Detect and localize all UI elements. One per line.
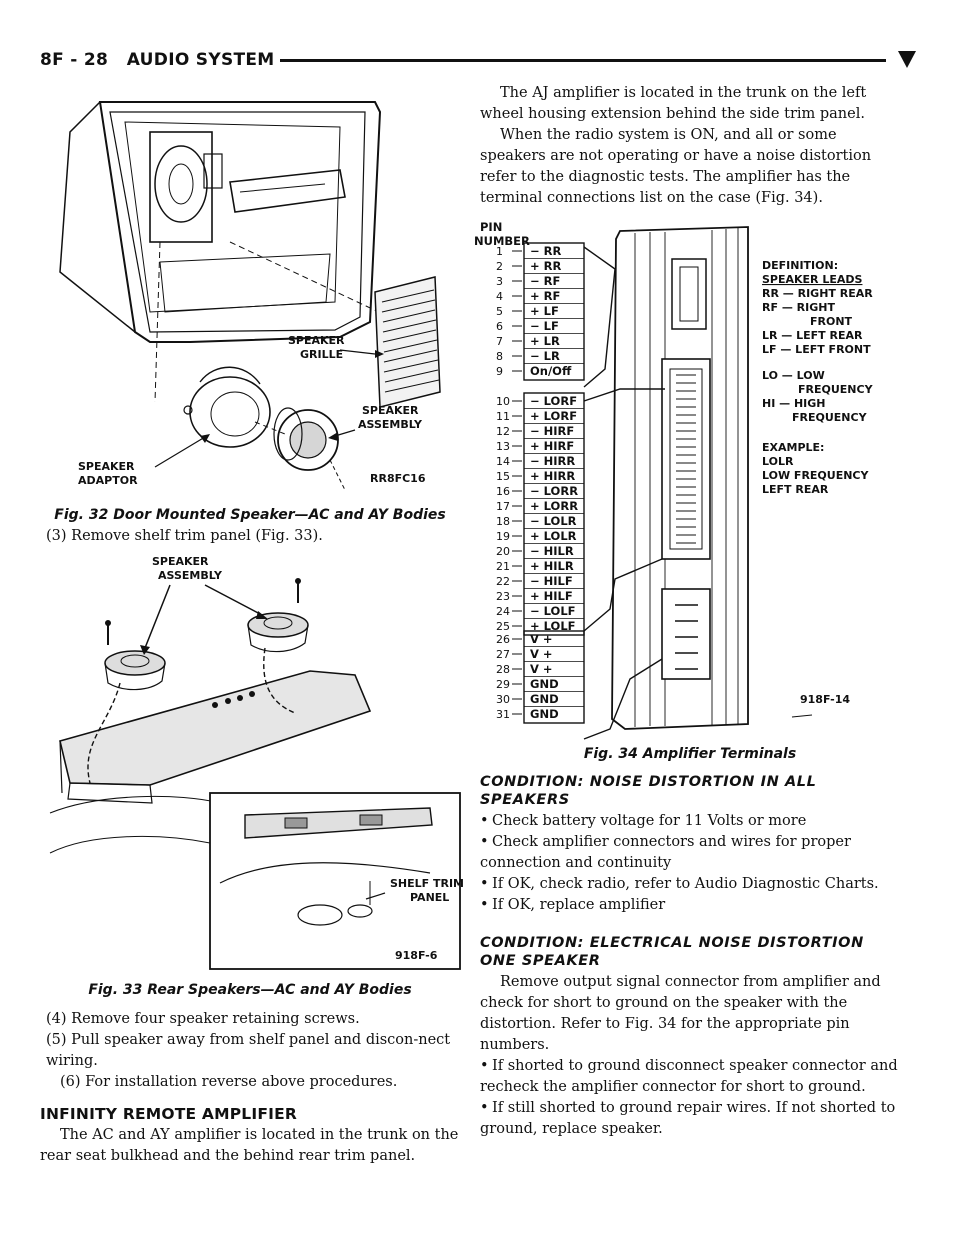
infinity-text: The AC and AY amplifier is located in the trunk on the rear seat bulkhead and the behind rear trim panel. [40, 1127, 459, 1164]
bullet-icon: • [480, 876, 489, 892]
pin-definition: + LORF [530, 409, 578, 423]
def-line-front: FRONT [810, 315, 853, 328]
pin-definition: − LF [530, 319, 559, 333]
pin-definition: On/Off [530, 364, 572, 378]
assembly33-label-1: SPEAKER [152, 555, 209, 568]
triangle-marker-icon [896, 48, 918, 70]
aj-amplifier-text: The AJ amplifier is located in the trunk on the left wheel housing extension behind the side trim panel. [480, 85, 867, 122]
bullet-icon: • [480, 834, 489, 850]
cond2-text: Remove output signal connector from amplifier and check for short to ground on the speaker with the distortion. Refer to Fig. 34 for the appropriate pin numbers. [480, 974, 881, 1053]
step-4: (4) Remove four speaker retaining screws. [46, 1011, 360, 1027]
pin-number: 31 [496, 708, 510, 721]
right-column [474, 83, 900, 1140]
pin-definition: − RF [530, 274, 561, 288]
pin-definition: − LOLR [530, 514, 577, 528]
infinity-heading: INFINITY REMOTE AMPLIFIER [40, 1105, 298, 1123]
header-rule [280, 59, 886, 62]
cond1-bullet-text: If OK, check radio, refer to Audio Diagnostic Charts. [492, 876, 879, 892]
pin-definition: − LORR [530, 484, 579, 498]
bullet-icon: • [480, 897, 489, 913]
pin-definition: − HILR [530, 544, 574, 558]
pin-number: 30 [496, 693, 510, 706]
assembly33-label-2: ASSEMBLY [158, 569, 222, 582]
left-column [40, 92, 465, 1167]
pin-number: 17 [496, 500, 510, 513]
pin-number: 25 [496, 620, 510, 633]
definition-subtitle: SPEAKER LEADS [762, 273, 863, 286]
pin-definition: + HIRF [530, 439, 575, 453]
fig33-caption: Fig. 33 Rear Speakers—AC and AY Bodies [88, 982, 412, 998]
pin-number: 9 [496, 365, 503, 378]
fig34-code: 918F-14 [800, 693, 851, 706]
step-5: (5) Pull speaker away from shelf panel and discon-nect wiring. [46, 1032, 451, 1069]
example-line-2: LOW FREQUENCY [762, 469, 869, 482]
pin-header-2: NUMBER [474, 234, 530, 248]
door-speaker-illustration [40, 92, 460, 502]
pin-definition: GND [530, 677, 559, 691]
pin-number: 15 [496, 470, 510, 483]
cond2-section [480, 934, 900, 1140]
page-number: 8F - 28 [40, 50, 109, 70]
page-header [40, 48, 920, 74]
pin-number: 2 [496, 260, 503, 273]
pin-number: 10 [496, 395, 510, 408]
fig32-code: RR8FC16 [370, 472, 426, 485]
bullet-icon: • [480, 813, 489, 829]
step-3: (3) Remove shelf trim panel (Fig. 33). [46, 528, 323, 544]
pin-definition: V + [530, 632, 553, 646]
pin-definition: − LOLF [530, 604, 576, 618]
assembly-label-1: SPEAKER [362, 404, 419, 417]
pin-number: 28 [496, 663, 510, 676]
pin-number: 21 [496, 560, 510, 573]
cond1-section [480, 773, 900, 916]
pin-definition: + HILR [530, 559, 574, 573]
figure-32 [40, 92, 460, 502]
pin-header-1: PIN [480, 220, 503, 234]
pin-number: 18 [496, 515, 510, 528]
pin-number: 20 [496, 545, 510, 558]
pin-definition: − HIRF [530, 424, 575, 438]
example-line-1: LOLR [762, 455, 794, 468]
fig32-caption: Fig. 32 Door Mounted Speaker—AC and AY Bodies [54, 507, 446, 523]
fig33-code: 918F-6 [395, 949, 438, 962]
assembly-label-2: ASSEMBLY [358, 418, 422, 431]
adaptor-label-2: ADAPTOR [78, 474, 138, 487]
pin-definition: − LR [530, 349, 560, 363]
cond1-bullet [480, 874, 900, 895]
pin-number: 4 [496, 290, 503, 303]
pin-definition: + LOLF [530, 619, 576, 633]
rear-speaker-illustration [40, 553, 465, 969]
pin-definition: GND [530, 692, 559, 706]
pin-definition: + LR [530, 334, 560, 348]
pin-number: 5 [496, 305, 503, 318]
pin-definition: − LORF [530, 394, 578, 408]
cond1-bullet [480, 832, 900, 874]
page-title [40, 50, 275, 70]
def-line-rf: RF — RIGHT [762, 301, 835, 314]
cond2-bullet-text: If shorted to ground disconnect speaker connector and recheck the amplifier connector for short to ground. [480, 1058, 898, 1095]
cond2-bullet [480, 1056, 900, 1098]
pin-definition: − HILF [530, 574, 573, 588]
def-line-lowfreq: FREQUENCY [798, 383, 873, 396]
amplifier-terminals-diagram [474, 219, 900, 749]
pin-number: 27 [496, 648, 510, 661]
pin-number: 16 [496, 485, 510, 498]
pin-definition: − RR [530, 244, 562, 258]
example-line-3: LEFT REAR [762, 483, 829, 496]
pin-definition: − HIRR [530, 454, 576, 468]
pin-number: 12 [496, 425, 510, 438]
pin-definition: V + [530, 662, 553, 676]
adaptor-label-1: SPEAKER [78, 460, 135, 473]
pin-number: 1 [496, 245, 503, 258]
pin-definition: GND [530, 707, 559, 721]
cond2-heading: CONDITION: ELECTRICAL NOISE DISTORTION ONE SPEAKER [480, 935, 864, 969]
pin-definition: + HILF [530, 589, 573, 603]
cond1-bullet [480, 811, 900, 832]
pin-number: 8 [496, 350, 503, 363]
pin-number: 6 [496, 320, 503, 333]
pin-number: 26 [496, 633, 510, 646]
shelf-label-1: SHELF TRIM [390, 877, 465, 890]
infinity-section [40, 1105, 460, 1167]
cond1-bullet-text: If OK, replace amplifier [492, 897, 666, 913]
figure-33 [40, 553, 465, 969]
pin-definition: + RF [530, 289, 561, 303]
cond1-bullet-text: Check amplifier connectors and wires for proper connection and continuity [480, 834, 851, 871]
shelf-label-2: PANEL [410, 891, 450, 904]
pin-number: 22 [496, 575, 510, 588]
pin-number: 14 [496, 455, 510, 468]
def-line-rr: RR — RIGHT REAR [762, 287, 873, 300]
pin-number: 19 [496, 530, 510, 543]
cond1-heading: CONDITION: NOISE DISTORTION IN ALL SPEAKERS [480, 774, 817, 808]
pin-number: 13 [496, 440, 510, 453]
def-line-lf: LF — LEFT FRONT [762, 343, 871, 356]
figure-34 [474, 219, 900, 749]
pin-number: 24 [496, 605, 510, 618]
pin-number: 11 [496, 410, 510, 423]
step-6: (6) For installation reverse above procedures. [60, 1074, 398, 1090]
pin-definition: + LORR [530, 499, 579, 513]
pin-definition: + LF [530, 304, 559, 318]
cond2-bullet-text: If still shorted to ground repair wires. If not shorted to ground, replace speaker. [480, 1100, 896, 1137]
def-line-highfreq: FREQUENCY [792, 411, 867, 424]
pin-definition: + HIRR [530, 469, 576, 483]
example-title: EXAMPLE: [762, 441, 825, 454]
definition-title: DEFINITION: [762, 259, 839, 272]
radio-on-text: When the radio system is ON, and all or some speakers are not operating or have a noise distortion refer to the diagnostic tests. The amplifier has the terminal connections list on the case (Fig. 34). [480, 127, 872, 206]
cond1-bullet-text: Check battery voltage for 11 Volts or more [492, 813, 807, 829]
pin-number: 29 [496, 678, 510, 691]
pin-number: 3 [496, 275, 503, 288]
def-line-lo: LO — LOW [762, 369, 825, 382]
pin-definition: + LOLR [530, 529, 577, 543]
cond2-bullet [480, 1098, 900, 1140]
bullet-icon: • [480, 1058, 489, 1074]
section-title: AUDIO SYSTEM [126, 50, 275, 70]
fig34-caption: Fig. 34 Amplifier Terminals [583, 746, 797, 762]
def-line-lr: LR — LEFT REAR [762, 329, 863, 342]
def-line-hi: HI — HIGH [762, 397, 826, 410]
pin-definition: V + [530, 647, 553, 661]
pin-number: 7 [496, 335, 503, 348]
pin-definition: + RR [530, 259, 562, 273]
pin-number: 23 [496, 590, 510, 603]
grille-label-1: SPEAKER [288, 334, 345, 347]
bullet-icon: • [480, 1100, 489, 1116]
grille-label-2: GRILLE [300, 348, 344, 361]
cond1-bullet [480, 895, 900, 916]
